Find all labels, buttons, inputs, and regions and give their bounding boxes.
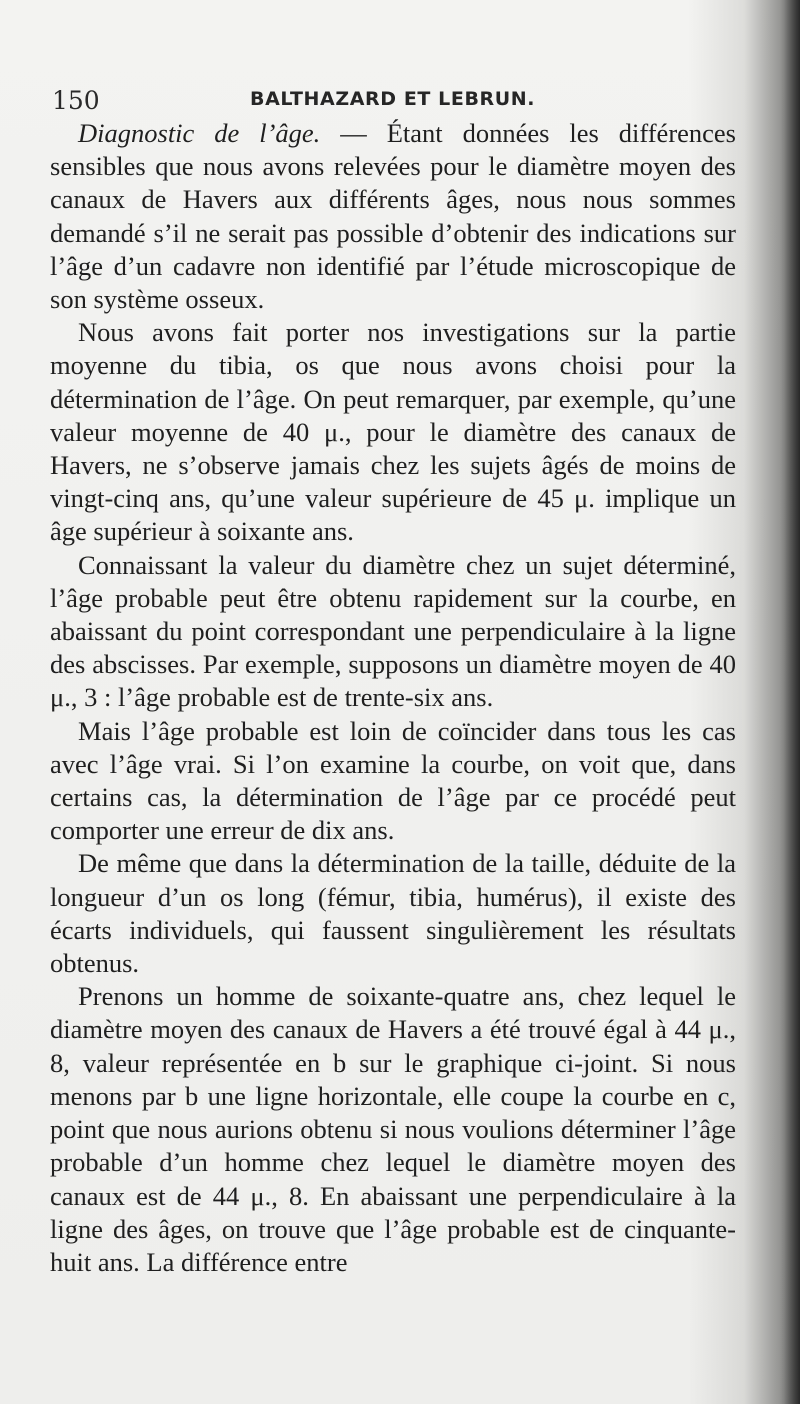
page-number: 150 <box>52 86 100 115</box>
paragraph-exemple: Prenons un homme de soixante-quatre ans, chez lequel le diamètre moyen des canaux de Havers a été trouvé égal à 44 μ., 8, valeur représentée en b sur le graphique ci-joint. Si nous menons par b une ligne horizontale, elle coupe la courbe en c, point que nous aurions obtenu si nous voulions déterminer l’âge probable d’un homme chez lequel le diamètre moyen des canaux est de 44 μ., 8. En abaissant une perpendiculaire à la ligne des âges, on trouve que l’âge probable est de cinquante-huit ans. La différence entre <box>50 981 736 1277</box>
paragraph-investigations: Nous avons fait porter nos investigations sur la partie moyenne du tibia, os que nous avons choisi pour la détermination de l’âge. On peut remarquer, par exemple, qu’une valeur moyenne de 40 μ., pour le diamètre des canaux de Havers, ne s’observe jamais chez les sujets âgés de moins de vingt-cinq ans, qu’une valeur supérieure de 45 μ. implique un âge supérieur à soixante ans. <box>50 317 736 547</box>
paragraph-connaissant: Connaissant la valeur du diamètre chez un sujet déterminé, l’âge probable peut être obtenu rapidement sur la courbe, en abaissant du point correspondant une perpendiculaire à la ligne des abscisses. Par exemple, supposons un diamètre moyen de 40 μ., 3 : l’âge probable est de trente-six ans. <box>50 549 736 713</box>
paragraph-age-vrai: Mais l’âge probable est loin de coïncider dans tous les cas avec l’âge vrai. Si l’on examine la courbe, on voit que, dans certains cas, la détermination de l’âge par ce procédé peut comporter une erreur de dix ans. <box>50 715 736 846</box>
body-text <box>50 117 736 1279</box>
paragraph-text: — Étant données les différences sensibles que nous avons relevées pour le diamètre moyen des canaux de Havers aux différents âges, nous nous sommes demandé s’il ne serait pas possible d’obtenir des indications sur l’âge d’un cadavre non identifié par l’étude microscopique de son système osseux. <box>50 118 736 315</box>
paragraph-diagnostic <box>50 117 736 316</box>
scan-edge-shadow <box>780 0 800 1404</box>
running-head: BALTHAZARD ET LEBRUN. <box>250 88 536 110</box>
section-lead-italic: Diagnostic de l’âge. <box>78 118 321 148</box>
paragraph-ecarts: De même que dans la détermination de la taille, déduite de la longueur d’un os long (fémur, tibia, humérus), il existe des écarts individuels, qui faussent singulièrement les résultats obtenus. <box>50 848 736 979</box>
page-header <box>50 80 730 116</box>
